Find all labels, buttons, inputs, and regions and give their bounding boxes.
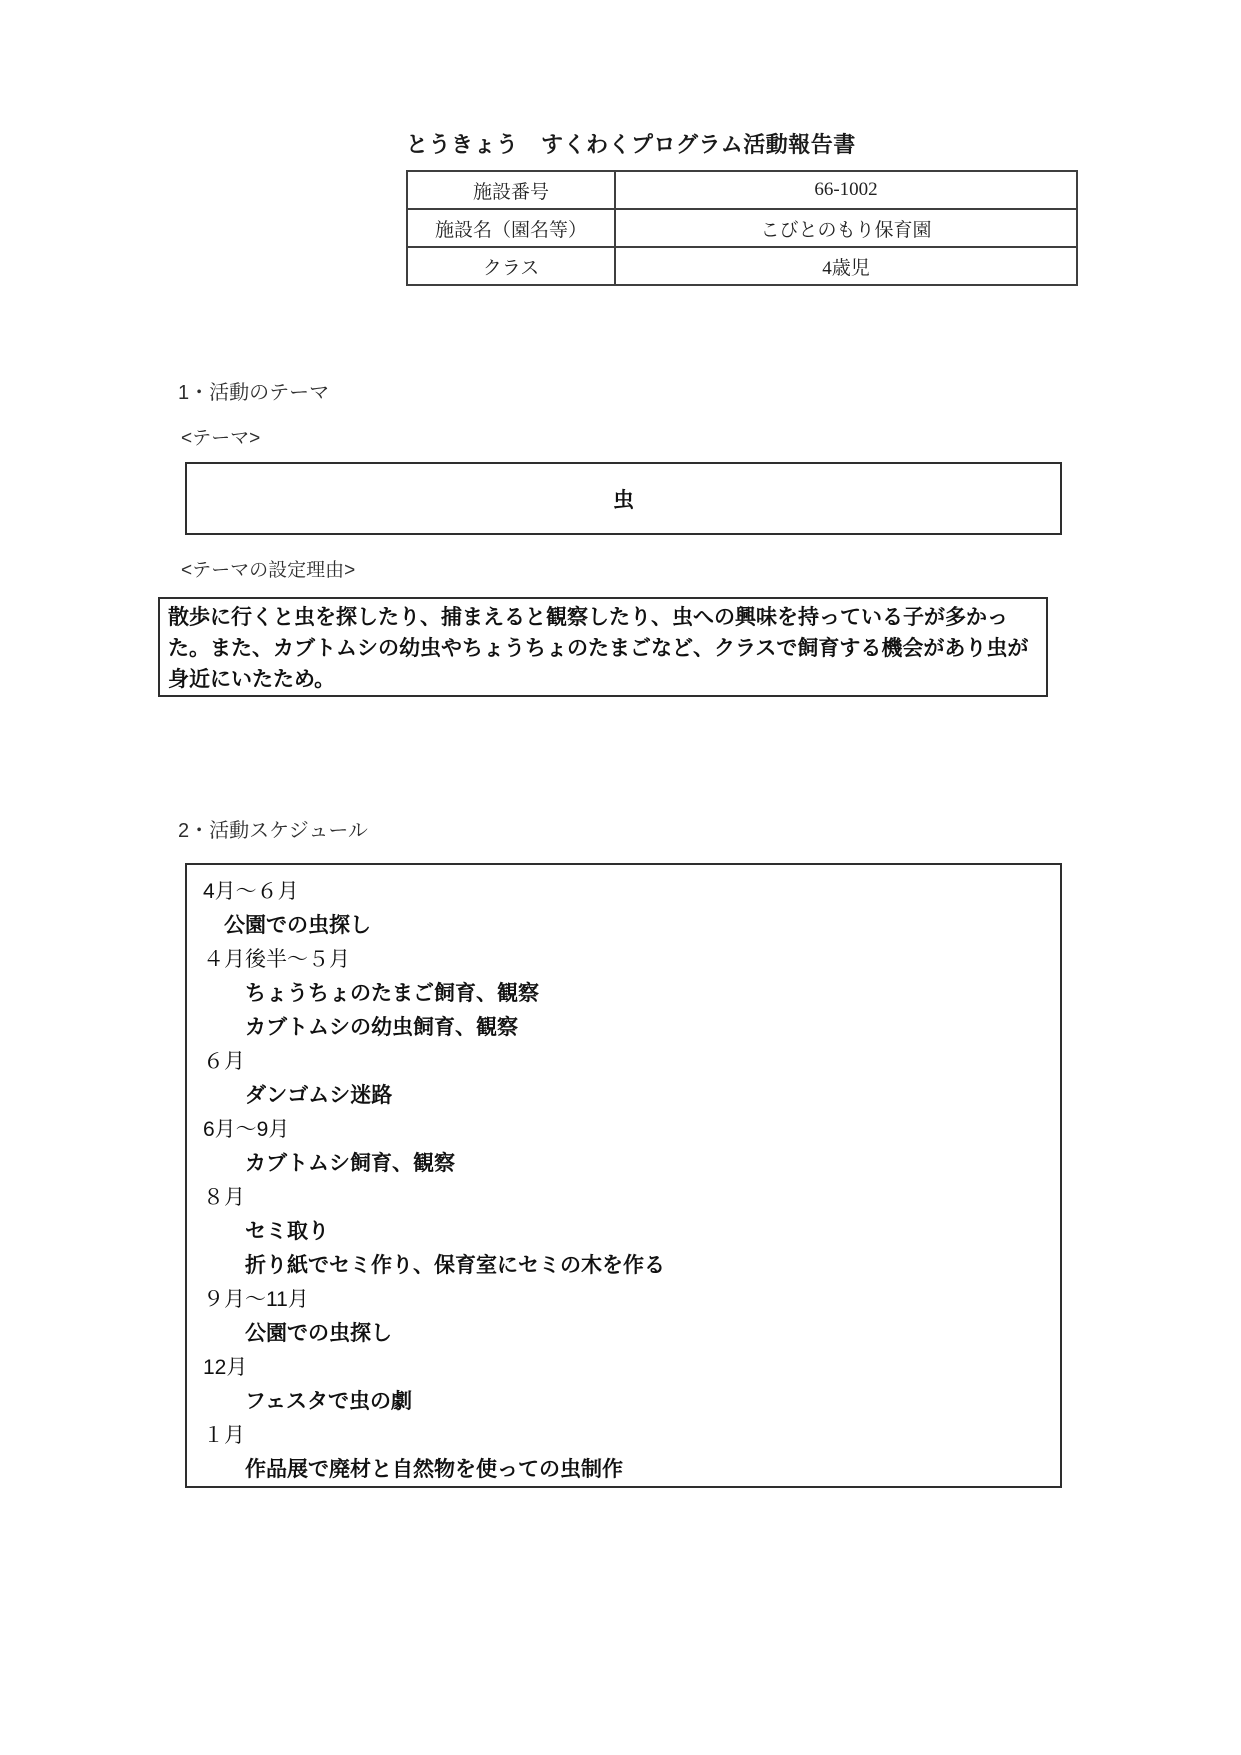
schedule-activity-line: 作品展で廃材と自然物を使っての虫制作	[203, 1458, 623, 1481]
schedule-activity-line: セミ取り	[203, 1220, 329, 1243]
schedule-month-line: 12月	[203, 1356, 248, 1379]
schedule-month-line: 6月～9月	[203, 1118, 290, 1141]
facility-number-label: 施設番号	[407, 171, 615, 209]
schedule-month-line: 4月～６月	[203, 880, 299, 903]
schedule-month-line: ６月	[203, 1050, 245, 1073]
facility-name-value: こびとのもり保育園	[615, 209, 1077, 247]
table-row	[407, 247, 1077, 285]
table-row	[407, 209, 1077, 247]
theme-label: <テーマ>	[181, 428, 261, 449]
schedule-box	[185, 863, 1062, 1488]
section2-heading: 2・活動スケジュール	[178, 820, 368, 842]
table-row	[407, 171, 1077, 209]
facility-number-value: 66-1002	[615, 171, 1077, 209]
schedule-month-line: ８月	[203, 1186, 245, 1209]
class-label: クラス	[407, 247, 615, 285]
theme-reason-box	[158, 597, 1048, 697]
theme-value: 虫	[613, 488, 634, 512]
schedule-activity-line: フェスタで虫の劇	[203, 1390, 412, 1413]
schedule-activity-line: 公園での虫探し	[203, 1322, 392, 1345]
schedule-activity-line: カブトムシの幼虫飼育、観察	[203, 1016, 518, 1039]
reason-text-line: 身近にいたため。	[168, 668, 336, 691]
section1-heading: 1・活動のテーマ	[178, 382, 330, 404]
schedule-activity-line: ちょうちょのたまご飼育、観察	[203, 982, 539, 1005]
schedule-activity-line: カブトムシ飼育、観察	[203, 1152, 455, 1175]
schedule-month-line: １月	[203, 1424, 245, 1447]
class-value: 4歳児	[615, 247, 1077, 285]
facility-name-label: 施設名（園名等）	[407, 209, 615, 247]
reason-text-line: た。また、カブトムシの幼虫やちょうちょのたまごなど、クラスで飼育する機会があり虫が	[168, 637, 1029, 660]
reason-text-line: 散歩に行くと虫を探したり、捕まえると観察したり、虫への興味を持っている子が多かっ	[168, 606, 1008, 629]
facility-info-table	[406, 170, 1078, 286]
schedule-activity-line: ダンゴムシ迷路	[203, 1084, 393, 1107]
page-title: とうきょう すくわくプログラム活動報告書	[406, 132, 856, 157]
schedule-activity-line: 折り紙でセミ作り、保育室にセミの木を作る	[203, 1254, 665, 1277]
theme-box	[185, 462, 1062, 535]
schedule-activity-line: 公園での虫探し	[203, 914, 371, 937]
theme-reason-label: <テーマの設定理由>	[181, 560, 356, 581]
schedule-month-line: ４月後半～５月	[203, 948, 350, 971]
schedule-month-line: ９月～11月	[203, 1288, 309, 1311]
